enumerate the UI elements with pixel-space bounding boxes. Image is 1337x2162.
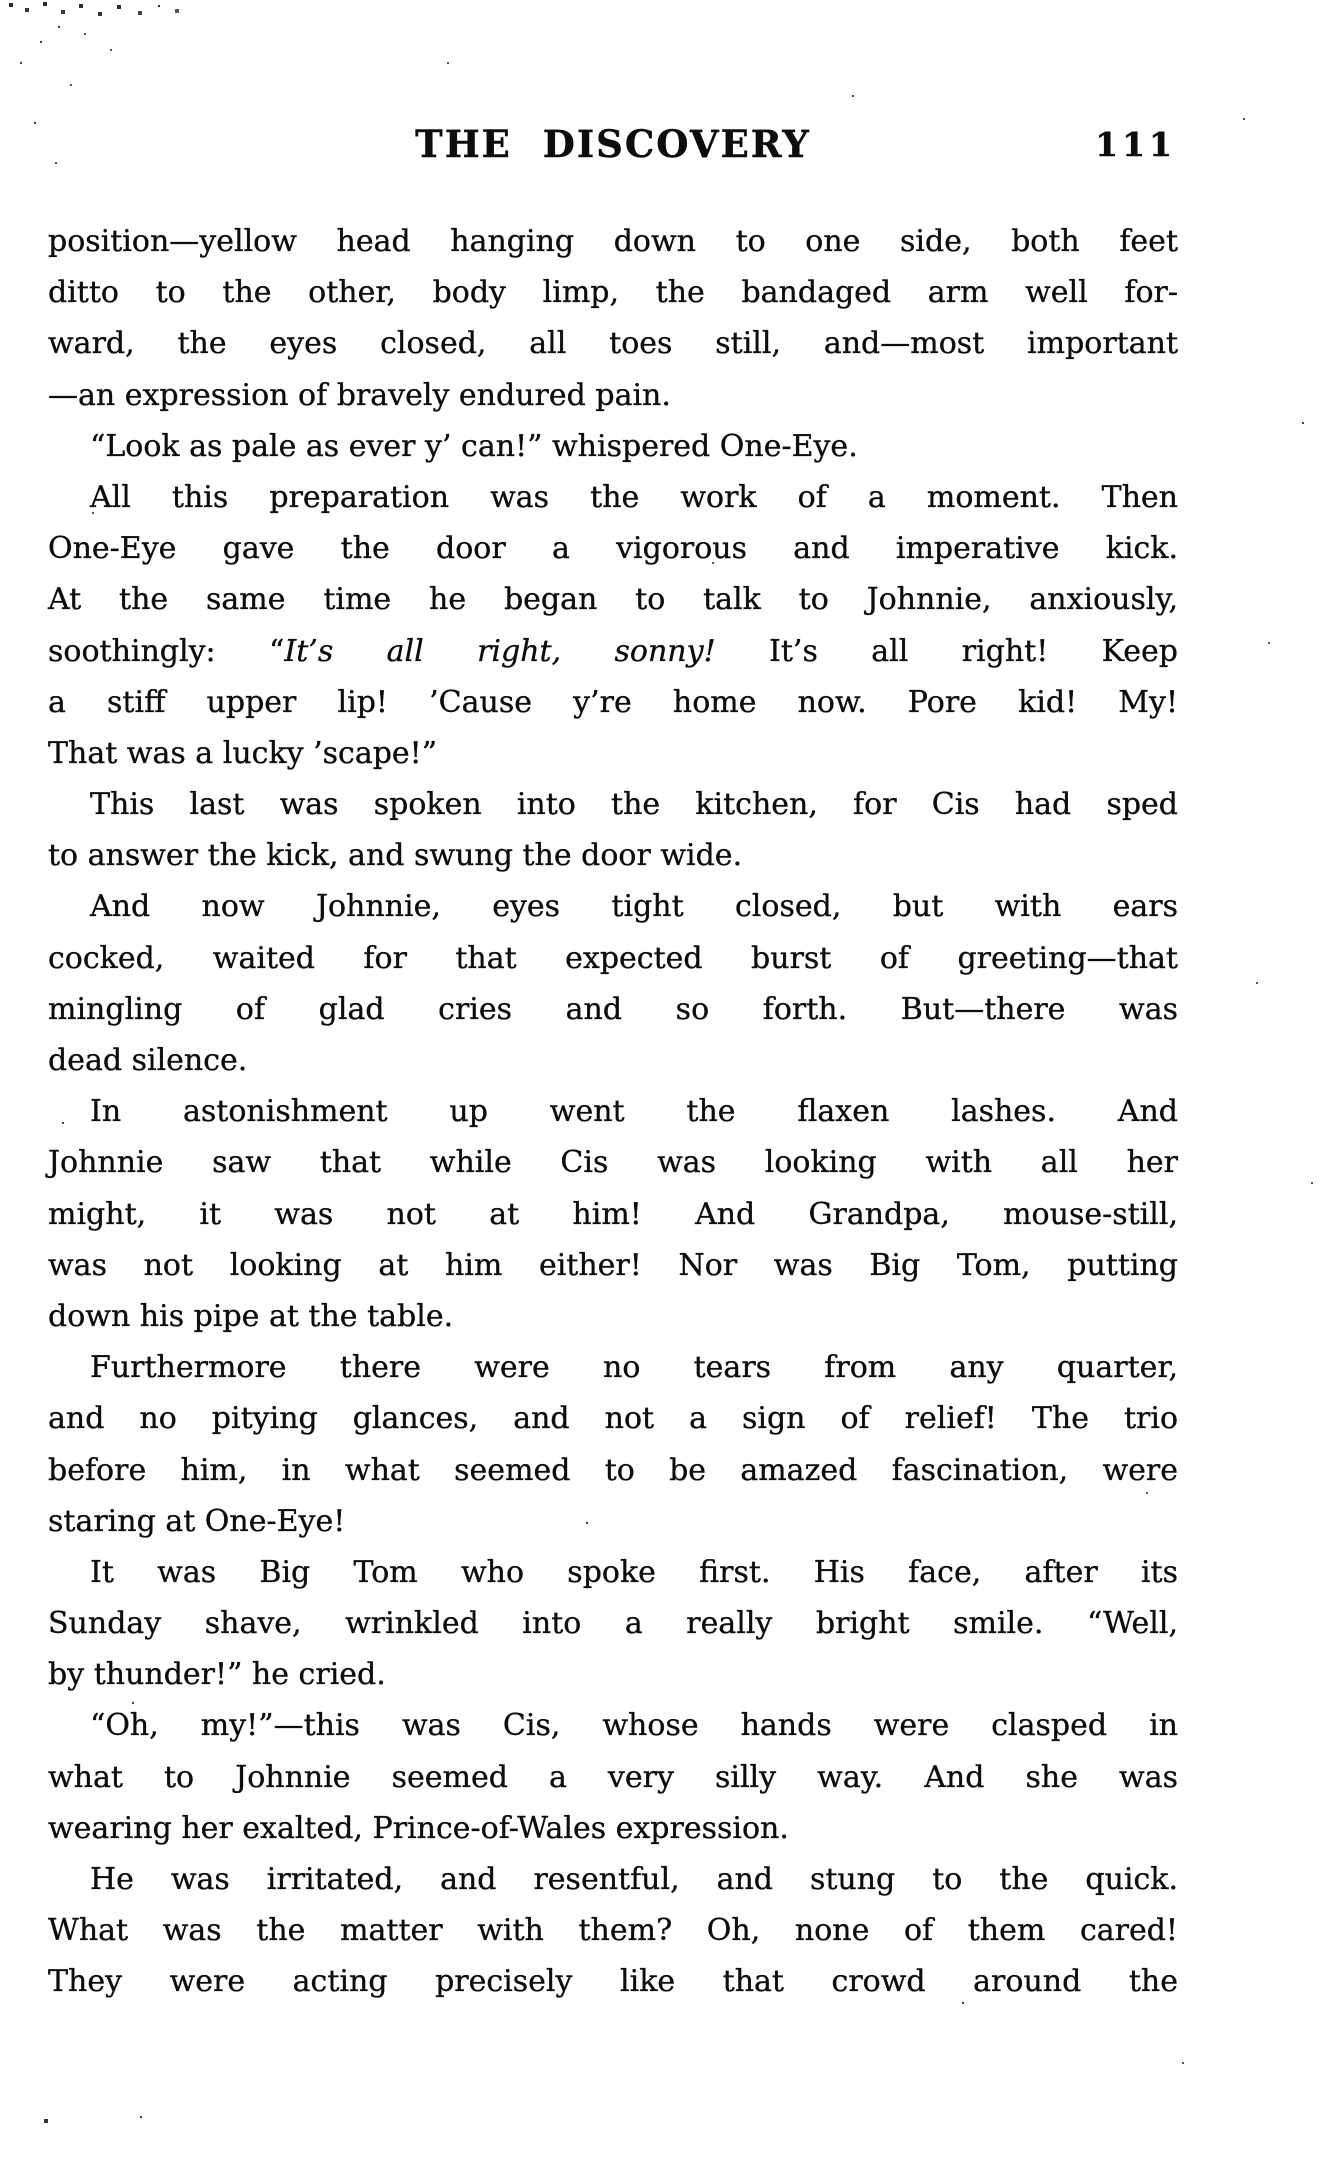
text-line xyxy=(48,1086,1178,1137)
text-segment: At the same time he began to talk to Johnnie, anxiously, xyxy=(48,582,1178,618)
text-line xyxy=(48,1752,1178,1803)
text-segment: —an expression of bravely endured pain. xyxy=(48,377,671,413)
text-line xyxy=(48,1342,1178,1393)
text-segment: ditto to the other, body limp, the bandaged arm well for- xyxy=(48,275,1178,311)
text-segment: staring at One-Eye! xyxy=(48,1503,346,1539)
text-line xyxy=(48,984,1178,1035)
text-line xyxy=(48,1649,1178,1700)
text-line xyxy=(48,881,1178,932)
text-line xyxy=(48,1035,1178,1086)
text-line xyxy=(48,1803,1178,1854)
text-segment: to answer the kick, and swung the door wide. xyxy=(48,838,743,874)
text-segment: soothingly: “ xyxy=(48,633,285,669)
text-segment: What was the matter with them? Oh, none of them cared! xyxy=(48,1913,1178,1949)
text-line xyxy=(48,1393,1178,1444)
text-segment: Furthermore there were no tears from any quarter, xyxy=(90,1350,1178,1386)
text-segment: what to Johnnie seemed a very silly way. And she was xyxy=(48,1759,1178,1795)
text-line xyxy=(48,1496,1178,1547)
page-text xyxy=(48,216,1178,2008)
text-line xyxy=(48,1547,1178,1598)
text-line xyxy=(48,1240,1178,1291)
text-line xyxy=(48,779,1178,830)
text-segment: and no pitying glances, and not a sign of relief! The trio xyxy=(48,1401,1178,1437)
text-line xyxy=(48,267,1178,318)
text-segment: “Look as pale as ever y’ can!” whispered One-Eye. xyxy=(90,428,858,464)
text-segment: by thunder!” he cried. xyxy=(48,1657,386,1693)
text-segment: He was irritated, and resentful, and stung to the quick. xyxy=(90,1862,1178,1897)
text-line xyxy=(48,728,1178,779)
running-header-title: THE DISCOVERY xyxy=(415,122,811,166)
text-line xyxy=(48,626,1178,677)
running-header xyxy=(48,122,1178,172)
text-line xyxy=(48,370,1178,421)
text-segment: position—yellow head hanging down to one side, both feet xyxy=(48,224,1178,259)
text-line xyxy=(48,318,1178,369)
text-line xyxy=(48,677,1178,728)
text-segment: One-Eye gave the door a vigorous and imperative kick. xyxy=(48,531,1178,567)
text-segment: mingling of glad cries and so forth. But—there was xyxy=(48,991,1178,1027)
text-segment: Johnnie saw that while Cis was looking with all her xyxy=(48,1145,1178,1181)
text-segment: wearing her exalted, Prince-of-Wales expression. xyxy=(48,1810,789,1846)
text-line xyxy=(48,1905,1178,1956)
text-segment: cocked, waited for that expected burst of greeting—that xyxy=(48,940,1178,976)
text-line xyxy=(48,830,1178,881)
text-line xyxy=(48,1598,1178,1649)
text-segment: was not looking at him either! Nor was Big Tom, putting xyxy=(48,1247,1178,1283)
text-line xyxy=(48,574,1178,625)
page-number: 111 xyxy=(1095,125,1176,164)
text-line xyxy=(48,1291,1178,1342)
text-segment: They were acting precisely like that crowd around the xyxy=(48,1964,1178,2000)
text-line xyxy=(48,421,1178,472)
text-segment: All this preparation was the work of a moment. Then xyxy=(90,479,1178,515)
text-line xyxy=(48,1189,1178,1240)
text-line xyxy=(48,216,1178,267)
text-line xyxy=(48,933,1178,984)
text-line xyxy=(48,1700,1178,1751)
text-segment: “Oh, my!”—this was Cis, whose hands were clasped in xyxy=(90,1708,1178,1744)
text-line xyxy=(48,523,1178,574)
text-line xyxy=(48,1137,1178,1188)
text-segment: a stiff upper lip! ’Cause y’re home now. Pore kid! My! xyxy=(48,684,1178,720)
text-segment: down his pipe at the table. xyxy=(48,1298,454,1334)
text-segment: That was a lucky ’scape!” xyxy=(48,735,438,771)
text-segment: Sunday shave, wrinkled into a really bright smile. “Well, xyxy=(48,1606,1178,1642)
text-line xyxy=(48,1854,1178,1905)
text-segment: And now Johnnie, eyes tight closed, but with ears xyxy=(90,889,1178,925)
text-segment: ward, the eyes closed, all toes still, and—most important xyxy=(48,326,1178,362)
text-segment: It was Big Tom who spoke first. His face, after its xyxy=(90,1554,1178,1590)
scan-noise-speckles xyxy=(0,0,2,2)
text-line xyxy=(48,1956,1178,2007)
text-line xyxy=(48,472,1178,523)
text-segment: This last was spoken into the kitchen, for Cis had sped xyxy=(90,787,1178,823)
text-segment: It’s all right! Keep xyxy=(715,633,1178,669)
italic-text-segment: It’s all right, sonny! xyxy=(284,633,716,669)
text-segment: might, it was not at him! And Grandpa, mouse-still, xyxy=(48,1196,1178,1232)
text-line xyxy=(48,1445,1178,1496)
text-segment: before him, in what seemed to be amazed fascination, were xyxy=(48,1452,1178,1488)
text-segment: dead silence. xyxy=(48,1043,248,1078)
text-segment: In astonishment up went the flaxen lashes. And xyxy=(90,1094,1178,1130)
